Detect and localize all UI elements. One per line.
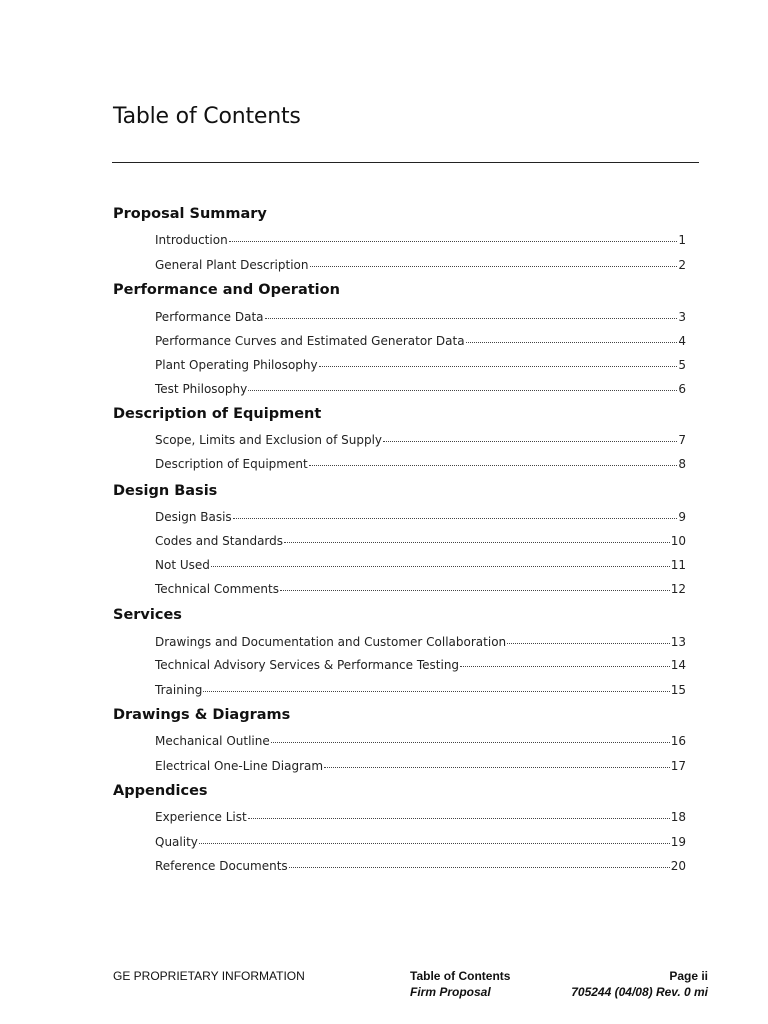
toc-entry-label: Technical Advisory Services & Performance Testing [155, 658, 460, 672]
toc-entry-label: Drawings and Documentation and Customer Collaboration [155, 635, 507, 649]
toc-entry[interactable] [155, 835, 686, 849]
toc-entry-label: Experience List [155, 810, 247, 824]
toc-entry-label: Introduction [155, 233, 228, 247]
toc-section-heading[interactable]: Performance and Operation [113, 282, 340, 298]
footer-right [571, 969, 708, 999]
toc-entry-label: Description of Equipment [155, 457, 308, 471]
footer-doc-ref: 705244 (04/08) Rev. 0 mi [571, 985, 708, 999]
toc-entry-label: Training [155, 683, 203, 697]
toc-entry[interactable] [155, 534, 686, 548]
toc-entry[interactable] [155, 759, 686, 773]
toc-entry[interactable] [155, 558, 686, 572]
toc-entry[interactable] [155, 258, 686, 272]
toc-entry-label: Plant Operating Philosophy [155, 358, 318, 372]
toc-entry-label: Performance Curves and Estimated Generator Data [155, 334, 465, 348]
toc-entry[interactable] [155, 734, 686, 748]
toc-entry-page-number: 9 [678, 510, 686, 524]
toc-entry-label: Not Used [155, 558, 210, 572]
dot-leader [233, 518, 678, 519]
dot-leader [248, 390, 677, 391]
dot-leader [248, 818, 670, 819]
toc-entry-page-number: 2 [678, 258, 686, 272]
toc-entry-label: General Plant Description [155, 258, 309, 272]
toc-entry-page-number: 14 [670, 658, 686, 672]
toc-section-heading[interactable]: Services [113, 607, 182, 623]
page-title: Table of Contents [113, 104, 301, 129]
footer-page-label: Page ii [669, 969, 708, 983]
toc-section-heading[interactable]: Design Basis [113, 483, 218, 499]
toc-entry-page-number: 17 [670, 759, 686, 773]
dot-leader [310, 266, 678, 267]
toc-entry[interactable] [155, 433, 686, 447]
dot-leader [383, 441, 677, 442]
dot-leader [284, 542, 670, 543]
dot-leader [507, 643, 670, 644]
toc-entry-label: Design Basis [155, 510, 232, 524]
toc-entry-page-number: 3 [678, 310, 686, 324]
toc-entry-label: Technical Comments [155, 582, 279, 596]
toc-entry-page-number: 4 [678, 334, 686, 348]
toc-entry-page-number: 6 [678, 382, 686, 396]
toc-entry[interactable] [155, 358, 686, 372]
toc-entry-page-number: 11 [670, 558, 686, 572]
toc-entry[interactable] [155, 810, 686, 824]
toc-entry-page-number: 18 [670, 810, 686, 824]
toc-entry-label: Electrical One-Line Diagram [155, 759, 324, 773]
dot-leader [211, 566, 670, 567]
dot-leader [280, 590, 670, 591]
footer-doc-subtitle: Firm Proposal [410, 985, 491, 999]
dot-leader [466, 342, 678, 343]
dot-leader [309, 465, 678, 466]
title-divider [112, 162, 699, 163]
toc-entry-label: Reference Documents [155, 859, 288, 873]
toc-entry[interactable] [155, 582, 686, 596]
footer-doc-title: Table of Contents [410, 969, 511, 983]
toc-section-heading[interactable]: Appendices [113, 783, 208, 799]
toc-entry[interactable] [155, 859, 686, 873]
toc-entry-label: Scope, Limits and Exclusion of Supply [155, 433, 383, 447]
footer-proprietary: GE PROPRIETARY INFORMATION [113, 969, 305, 983]
toc-entry-page-number: 12 [670, 582, 686, 596]
dot-leader [265, 318, 678, 319]
toc-entry-page-number: 15 [670, 683, 686, 697]
toc-entry-page-number: 7 [678, 433, 686, 447]
toc-section-heading[interactable]: Description of Equipment [113, 406, 322, 422]
toc-entry-label: Performance Data [155, 310, 264, 324]
toc-entry-label: Quality [155, 835, 198, 849]
toc-entry[interactable] [155, 658, 686, 672]
dot-leader [324, 767, 670, 768]
toc-entry[interactable] [155, 334, 686, 348]
toc-section-heading[interactable]: Drawings & Diagrams [113, 707, 291, 723]
toc-entry-page-number: 19 [670, 835, 686, 849]
toc-entry-page-number: 5 [678, 358, 686, 372]
toc-section-heading[interactable]: Proposal Summary [113, 206, 267, 222]
toc-entry[interactable] [155, 310, 686, 324]
toc-entry-label: Codes and Standards [155, 534, 284, 548]
dot-leader [271, 742, 670, 743]
dot-leader [460, 666, 670, 667]
dot-leader [319, 366, 678, 367]
dot-leader [289, 867, 670, 868]
toc-entry-page-number: 20 [670, 859, 686, 873]
footer-center [410, 969, 510, 999]
toc-entry-page-number: 13 [670, 635, 686, 649]
toc-entry[interactable] [155, 233, 686, 247]
toc-entry[interactable] [155, 510, 686, 524]
toc-entry[interactable] [155, 457, 686, 471]
toc-entry-label: Mechanical Outline [155, 734, 270, 748]
toc-entry-page-number: 8 [678, 457, 686, 471]
toc-entry-page-number: 16 [670, 734, 686, 748]
toc-entry-page-number: 1 [678, 233, 686, 247]
toc-entry-label: Test Philosophy [155, 382, 248, 396]
dot-leader [199, 843, 670, 844]
toc-entry[interactable] [155, 635, 686, 649]
dot-leader [229, 241, 678, 242]
toc-entry-page-number: 10 [670, 534, 686, 548]
dot-leader [203, 691, 669, 692]
toc-entry[interactable] [155, 683, 686, 697]
toc-entry[interactable] [155, 382, 686, 396]
